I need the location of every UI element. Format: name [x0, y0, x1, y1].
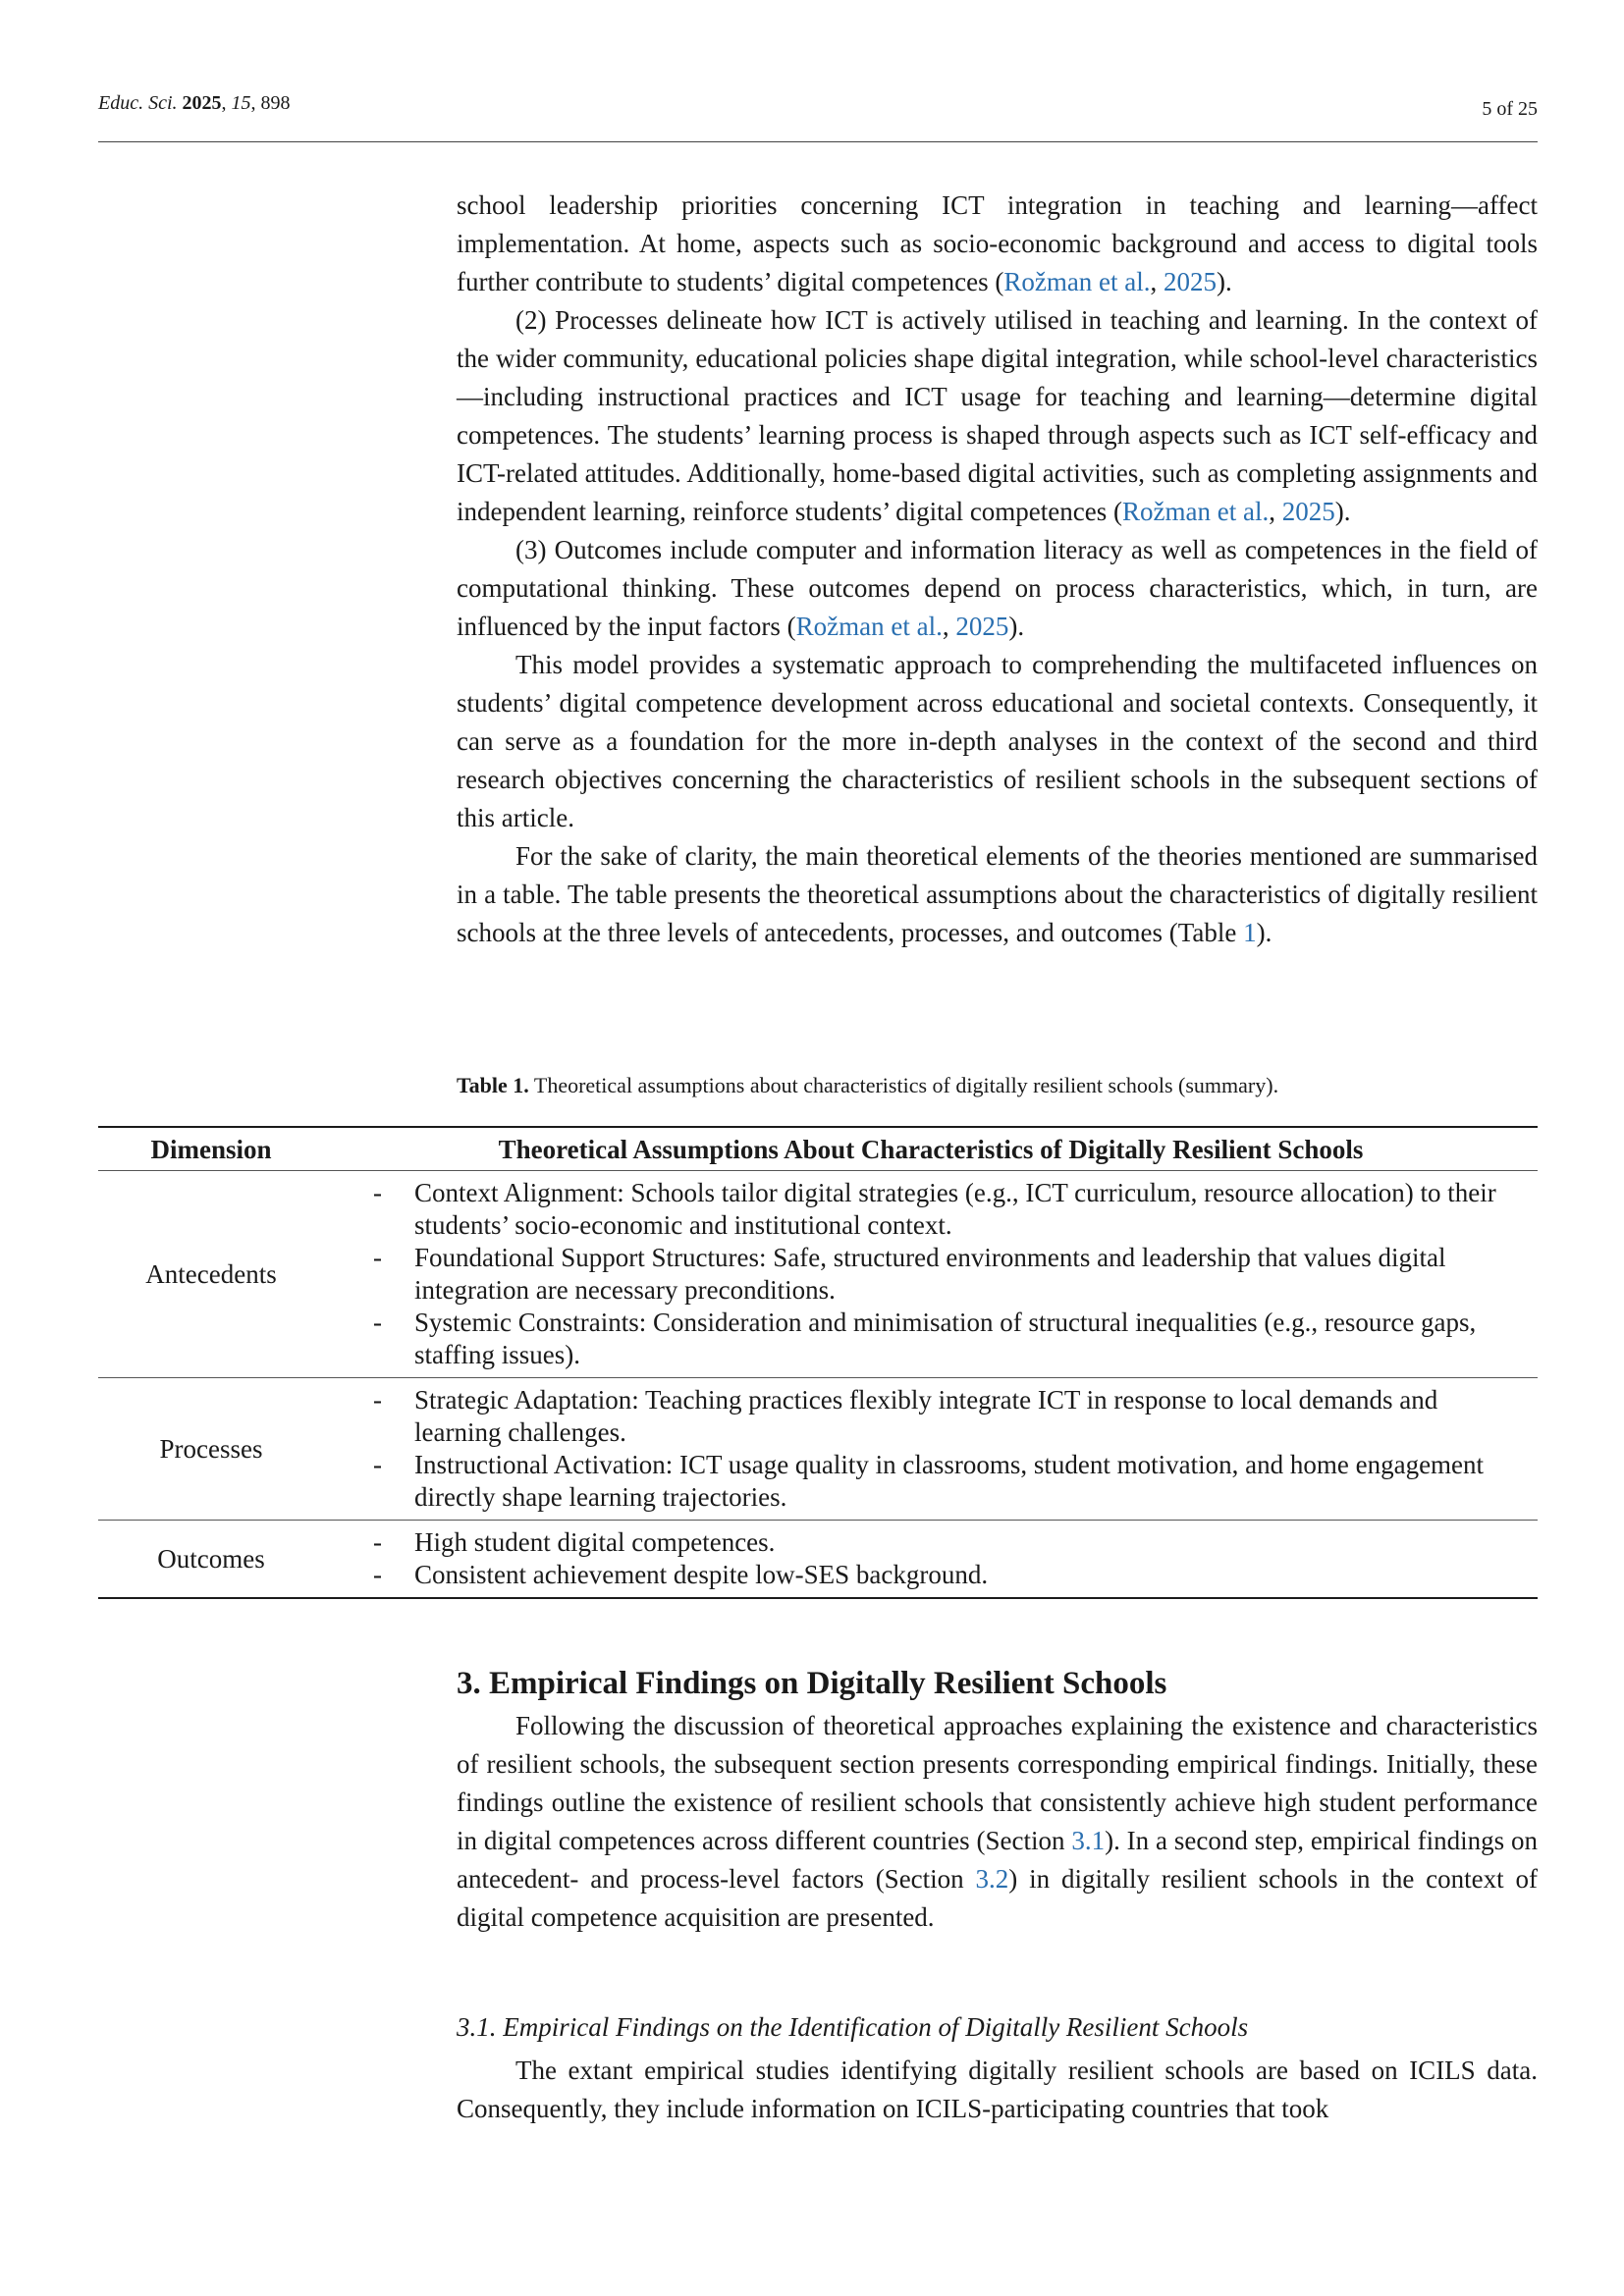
journal-abbrev: Educ. Sci.	[98, 92, 178, 114]
paragraph: (3) Outcomes include computer and information literacy as well as competences in the field of computational thinking. These outcomes depend on process characteristics, which, in turn, are influenced by the input factors (Rožman et al., 2025).	[457, 535, 1538, 641]
list-item: - Strategic Adaptation: Teaching practices flexibly integrate ICT in response to local demands and learning challenges.	[373, 1385, 1438, 1447]
section-3-1-heading: 3.1. Empirical Findings on the Identification of Digitally Resilient Schools	[457, 2012, 1249, 2042]
column-header-assumptions: Theoretical Assumptions About Characteristics of Digitally Resilient Schools	[324, 1127, 1538, 1171]
bullet-dash: -	[373, 1450, 382, 1479]
column-header-dimension: Dimension	[98, 1127, 324, 1171]
paragraph: Following the discussion of theoretical approaches explaining the existence and characteristics of resilient schools, the subsequent section presents corresponding empirical findings. Initially, these findings outline the existence of resilient schools that consistently achieve high student performance in digital competences across different countries (Section 3.1). In a second step, empirical findings on antecedent- and process-level factors (Section 3.2) in digitally resilient schools in the context of digital competence acquisition are presented.	[457, 1711, 1538, 1932]
table-row	[98, 1378, 1538, 1521]
bullet-dash: -	[373, 1178, 382, 1207]
list-item: - Foundational Support Structures: Safe, structured environments and leadership that values digital integration are necessary preconditions.	[373, 1243, 1446, 1305]
table-row	[98, 1171, 1538, 1378]
assumption-list	[324, 1384, 1538, 1514]
article-number: 898	[260, 92, 291, 114]
paragraph: This model provides a systematic approach to comprehending the multifaceted influences on students’ digital competence development across educational and societal contexts. Consequently, it can serve as a foundation for the more in-depth analyses in the context of the second and third research objectives concerning the characteristics of resilient schools in the subsequent sections of this article.	[457, 650, 1538, 832]
citation-link[interactable]: Rožman et al.	[1122, 497, 1270, 526]
journal-citation: Educ. Sci. 2025, 15, 898	[98, 92, 291, 114]
journal-volume: 15	[231, 92, 251, 114]
citation-link[interactable]: 2025	[955, 612, 1009, 641]
table-caption	[457, 1070, 1538, 1101]
assumptions-cell	[324, 1521, 1538, 1599]
table-caption-text: Theoretical assumptions about characteristics of digitally resilient schools (summary).	[533, 1073, 1279, 1097]
bullet-dash: -	[373, 1243, 382, 1272]
table-1	[98, 1126, 1538, 1599]
list-item: - Systemic Constraints: Consideration and minimisation of structural inequalities (e.g., resource gaps, staffing issues).	[373, 1308, 1477, 1369]
bullet-dash: -	[373, 1308, 382, 1337]
journal-year: 2025	[182, 92, 222, 114]
dimension-cell: Processes	[98, 1378, 324, 1521]
page-number: 5 of 25	[1482, 98, 1538, 120]
assumptions-cell	[324, 1378, 1538, 1521]
citation-link[interactable]: Rožman et al.	[795, 612, 943, 641]
paragraph: school leadership priorities concerning ICT integration in teaching and learning—affect implementation. At home, aspects such as socio-economic background and access to digital tools further contribute to students’ digital competences (Rožman et al., 2025).	[457, 190, 1538, 296]
paragraph: The extant empirical studies identifying digitally resilient schools are based on ICILS data. Consequently, they include information on ICILS-participating countries that took	[457, 2056, 1538, 2123]
dimension-cell: Antecedents	[98, 1171, 324, 1378]
citation-link[interactable]: 3.1	[1071, 1826, 1106, 1855]
section-3-1-body	[457, 2052, 1538, 2128]
paragraph: For the sake of clarity, the main theoretical elements of the theories mentioned are summarised in a table. The table presents the theoretical assumptions about the characteristics of digitally resilient schools at the three levels of antecedents, processes, and outcomes (Table 1).	[457, 841, 1538, 947]
citation-link[interactable]: 3.2	[975, 1864, 1009, 1894]
body-text-block-1	[457, 187, 1538, 952]
assumptions-cell	[324, 1171, 1538, 1378]
list-item: - Instructional Activation: ICT usage quality in classrooms, student motivation, and home engagement directly shape learning trajectories.	[373, 1450, 1485, 1512]
citation-link[interactable]: Rožman et al.	[1003, 267, 1151, 296]
citation-link[interactable]: 2025	[1164, 267, 1218, 296]
citation-link[interactable]: 2025	[1281, 497, 1335, 526]
citation-link[interactable]: 1	[1243, 918, 1257, 947]
table-header-row	[98, 1127, 1538, 1171]
table-row	[98, 1521, 1538, 1599]
list-item: - High student digital competences.	[373, 1527, 776, 1557]
bullet-dash: -	[373, 1560, 382, 1589]
section-3-heading: 3. Empirical Findings on Digitally Resilient Schools	[457, 1666, 1167, 1701]
section-3-body	[457, 1707, 1538, 1937]
bullet-dash: -	[373, 1527, 382, 1557]
assumption-list	[324, 1526, 1538, 1591]
list-item: - Consistent achievement despite low-SES background.	[373, 1560, 989, 1589]
paragraph: (2) Processes delineate how ICT is actively utilised in teaching and learning. In the context of the wider community, educational policies shape digital integration, while school-level characteristics—including instructional practices and ICT usage for teaching and learning—determine digital competences. The students’ learning process is shaped through aspects such as ICT self-efficacy and ICT-related attitudes. Additionally, home-based digital activities, such as completing assignments and independent learning, reinforce students’ digital competences (Rožman et al., 2025).	[457, 305, 1538, 526]
assumption-list	[324, 1177, 1538, 1371]
page-header	[98, 92, 1538, 142]
list-item: - Context Alignment: Schools tailor digital strategies (e.g., ICT curriculum, resource allocation) to their students’ socio-economic and institutional context.	[373, 1178, 1496, 1240]
dimension-cell: Outcomes	[98, 1521, 324, 1599]
bullet-dash: -	[373, 1385, 382, 1415]
table-caption-label: Table 1.	[457, 1073, 529, 1097]
